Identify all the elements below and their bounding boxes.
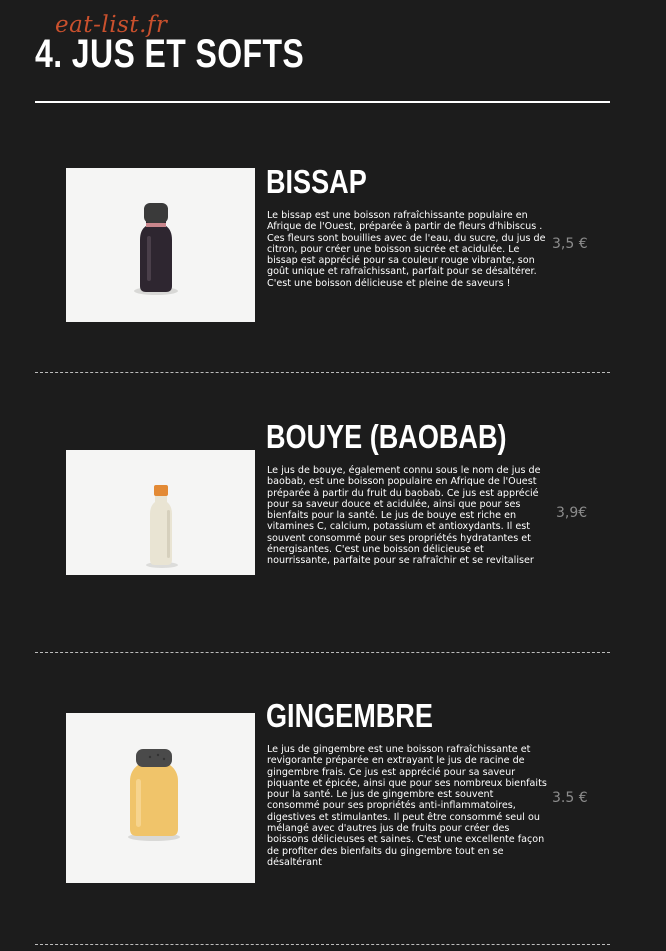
bouye-bottle-image [66, 450, 255, 575]
eat-list-watermark: eat-list.fr [55, 12, 168, 38]
title-underline [35, 101, 610, 103]
gingembre-bottle-image [66, 713, 255, 883]
bissap-bottle-body [140, 217, 172, 292]
item-price: 3,5 € [552, 236, 588, 252]
item-description: Le bissap est une boisson rafraîchissante populaire en Afrique de l'Ouest, préparée à partir de fleurs d'hibiscus . Ces fleurs sont bouillies avec de l'eau, du sucre, du jus de citron, pour créer une boisson sucrée et acidulée. Le bissap est apprécié pour sa couleur rouge vibrante, son goût unique et rafraîchissant, parfait pour se désaltérer. C'est une boisson délicieuse et pleine de saveurs ! [267, 210, 546, 289]
item-name: BOUYE (BAOBAB) [266, 418, 507, 455]
item-name: GINGEMBRE [266, 697, 433, 734]
item-description: Le jus de bouye, également connu sous le nom de jus de baobab, est une boisson populaire en Afrique de l'Ouest préparée à partir du fruit du baobab. Ce jus est apprécié pour sa saveur douce et acidulée, ainsi que pour ses bienfaits pour la santé. Le jus de bouye est riche en vitamines C, calcium, potassium et antioxydants. Il est souvent consommé pour ses propriétés hydratantes et énergisantes. C'est une boisson délicieuse et nourrissante, parfaite pour se rafraîchir et se revitaliser [267, 465, 541, 567]
item-description: Le jus de gingembre est une boisson rafraîchissante et revigorante préparée en extrayant le jus de racine de gingembre frais. Ce jus est apprécié pour sa saveur piquante et épicée, ainsi que pour ses nombreux bienfaits pour la santé. Le jus de gingembre est souvent consommé pour ses propriétés anti-inflammatoires, digestives et stimulantes. Il peut être consommé seul ou mélangé avec d'autres jus de fruits pour créer des boissons délicieuses et saines. C'est une excellente façon de profiter des bienfaits du gingembre tout en se désaltérant [267, 744, 547, 868]
item-divider [35, 944, 610, 945]
item-divider [35, 372, 610, 373]
item-name: BISSAP [266, 163, 367, 200]
bouye-bottle-cap [154, 485, 168, 496]
bissap-bottle-cap [144, 203, 168, 223]
item-price: 3.5 € [552, 790, 588, 806]
item-price: 3,9€ [556, 505, 588, 521]
gingembre-bottle-cap [136, 749, 172, 767]
section-title: 4. JUS ET SOFTS [35, 32, 305, 76]
bissap-bottle-image [66, 168, 255, 322]
item-divider [35, 652, 610, 653]
